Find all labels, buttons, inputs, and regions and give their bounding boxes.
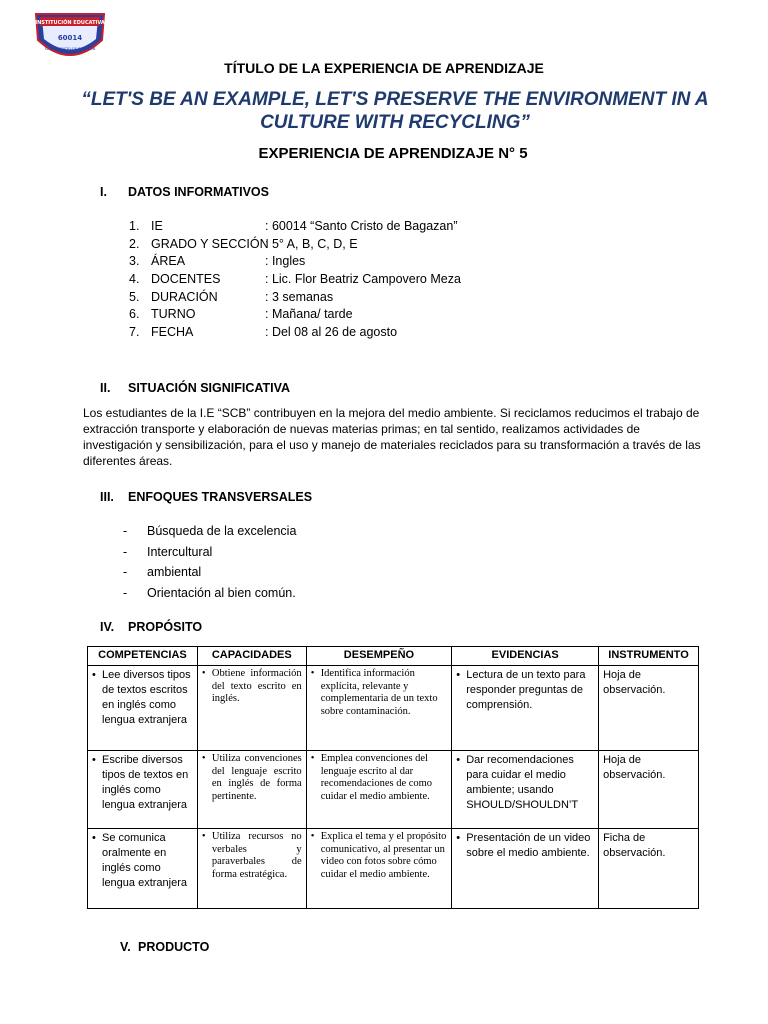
cell-text: Explica el tema y el propósito comunicativo, al presentar un video con fotos sobre cómo cuidar el medio ambiente.: [320, 831, 447, 880]
info-item: [129, 254, 461, 272]
enfoques-list: [123, 524, 296, 606]
info-item-label: DOCENTES: [151, 272, 221, 287]
enfoque-item: [123, 524, 296, 545]
cell-text: Utiliza convenciones del lenguaje escrito en inglés de forma pertinente.: [211, 753, 302, 802]
table-row: [88, 829, 699, 909]
svg-text:SANTO CRISTO DE BAGAZAN: SANTO CRISTO DE BAGAZAN: [44, 47, 96, 51]
bullet-icon: •: [310, 668, 315, 679]
bullet-icon: •: [310, 831, 315, 842]
enfoque-text: ambiental: [147, 565, 202, 579]
table-cell-capacidad: [197, 666, 306, 751]
info-item-value: : 60014 “Santo Cristo de Bagazan”: [265, 219, 458, 233]
table-row: [88, 666, 699, 751]
bullet-icon: •: [201, 668, 206, 679]
info-item-number: 1.: [129, 219, 140, 233]
table-row: [88, 751, 699, 829]
cell-text: Se comunica oralmente en inglés como lengua extranjera: [102, 832, 188, 889]
experience-number-title: EXPERIENCIA DE APRENDIZAJE N° 5: [258, 145, 528, 162]
cell-text: Escribe diversos tipos de textos en inglés como lengua extranjera: [102, 754, 189, 811]
info-item-number: 2.: [129, 236, 140, 251]
enfoque-item: [123, 565, 296, 586]
table-cell-instrumento: [599, 751, 699, 829]
section-heading-producto: V. PRODUCTO: [120, 940, 210, 954]
info-item-label: DURACIÓN: [151, 289, 218, 304]
cell-text: Dar recomendaciones para cuidar el medio ambiente; usando SHOULD/SHOULDN’T: [466, 754, 579, 811]
bullet-icon: •: [201, 753, 206, 764]
table-cell-evidencia: [452, 751, 599, 829]
enfoque-text: Orientación al bien común.: [147, 585, 296, 600]
info-list: [129, 219, 461, 343]
cell-text: Ficha de observación.: [603, 832, 666, 859]
info-item-label: ÁREA: [151, 254, 186, 269]
info-item: [129, 219, 461, 237]
dash-bullet: -: [123, 585, 128, 600]
header-evidencias: EVIDENCIAS: [452, 647, 599, 666]
enfoque-text: Búsqueda de la excelencia: [147, 524, 297, 538]
bullet-icon: •: [456, 669, 461, 681]
bullet-icon: •: [92, 669, 96, 681]
info-item: [129, 237, 461, 255]
info-item-number: 7.: [129, 325, 140, 340]
cell-text: Lee diversos tipos de textos escritos en inglés como lengua extranjera: [102, 669, 191, 726]
cell-text: Obtiene información del texto escrito en inglés.: [211, 668, 302, 704]
info-item-value: : 3 semanas: [265, 289, 334, 304]
document-title: TÍTULO DE LA EXPERIENCIA DE APRENDIZAJE: [224, 60, 544, 76]
proposito-table: [87, 646, 699, 909]
table-cell-instrumento: [599, 829, 699, 909]
cell-text: Hoja de observación.: [603, 669, 666, 696]
section-heading-situacion: II. SITUACIÓN SIGNIFICATIVA: [100, 381, 291, 395]
info-item: [129, 272, 461, 290]
info-item: [129, 325, 461, 343]
info-item-label: FECHA: [151, 325, 194, 340]
info-item-value: : Ingles: [265, 254, 306, 269]
info-item: [129, 290, 461, 308]
section-heading-enfoques: III. ENFOQUES TRANSVERSALES: [100, 490, 313, 504]
table-cell-evidencia: [452, 829, 599, 909]
cell-text: Identifica información explícita, relevante y complementaria de un texto sobre contaminación.: [320, 668, 438, 717]
header-capacidades: CAPACIDADES: [197, 647, 306, 666]
enfoque-item: [123, 545, 296, 566]
section-heading-proposito: IV. PROPÓSITO: [100, 620, 203, 634]
school-logo: [32, 10, 108, 62]
info-item-label: TURNO: [151, 307, 196, 322]
bullet-icon: •: [92, 832, 96, 844]
info-item-label: IE: [151, 219, 163, 233]
bullet-icon: •: [201, 831, 206, 842]
info-item-value: : Mañana/ tarde: [265, 307, 353, 322]
info-item-number: 4.: [129, 272, 140, 287]
header-competencias: COMPETENCIAS: [88, 647, 198, 666]
bullet-icon: •: [310, 753, 315, 764]
enfoque-item: [123, 586, 296, 607]
info-item-number: 6.: [129, 307, 140, 322]
info-item-number: 5.: [129, 289, 140, 304]
table-cell-capacidad: [197, 751, 306, 829]
cell-text: Hoja de observación.: [603, 754, 666, 781]
svg-text:INSTITUCIÓN EDUCATIVA: INSTITUCIÓN EDUCATIVA: [35, 20, 105, 26]
table-cell-competencia: [88, 829, 198, 909]
header-instrumento: INSTRUMENTO: [599, 647, 699, 666]
info-item-number: 3.: [129, 254, 140, 269]
table-cell-desempeno: [306, 666, 452, 751]
table-header-row: [88, 647, 699, 666]
cell-text: Presentación de un video sobre el medio ambiente.: [466, 832, 591, 859]
info-item-value: : Lic. Flor Beatriz Campovero Meza: [265, 272, 461, 287]
bullet-icon: •: [456, 832, 461, 844]
table-cell-competencia: [88, 666, 198, 751]
table-cell-capacidad: [197, 829, 306, 909]
table-cell-competencia: [88, 751, 198, 829]
cell-text: Emplea convenciones del lenguaje escrito al dar recomendaciones de como cuidar el medio ambiente.: [320, 753, 433, 802]
experience-subtitle: “LET'S BE AN EXAMPLE, LET'S PRESERVE THE ENVIRONMENT IN A CULTURE WITH RECYCLING”: [81, 89, 709, 133]
table-cell-desempeno: [306, 829, 452, 909]
table-cell-desempeno: [306, 751, 452, 829]
cell-text: Lectura de un texto para responder preguntas de comprensión.: [466, 669, 586, 711]
bullet-icon: •: [92, 754, 96, 766]
enfoque-text: Intercultural: [147, 544, 213, 559]
info-item: [129, 307, 461, 325]
svg-text:60014: 60014: [57, 34, 83, 42]
header-desempeno: DESEMPEÑO: [306, 647, 452, 666]
info-item-value: : 5° A, B, C, D, E: [265, 236, 358, 251]
table-cell-evidencia: [452, 666, 599, 751]
info-item-label: GRADO Y SECCIÓN: [151, 236, 269, 251]
bullet-icon: •: [456, 754, 461, 766]
info-item-value: : Del 08 al 26 de agosto: [265, 325, 398, 340]
situacion-paragraph: Los estudiantes de la I.E “SCB” contribuyen en la mejora del medio ambiente. Si reciclamos reducimos el trabajo de extracción transporte y elaboración de nuevas materias primas; en tal sentido, realizamos actividades de investigación y sensibilización, para el uso y manejo de materiales reciclados para su transformación a través de las diferentes áreas.: [83, 406, 701, 468]
section-heading-datos: I. DATOS INFORMATIVOS: [100, 185, 269, 199]
dash-bullet: -: [123, 565, 128, 579]
dash-bullet: -: [123, 524, 128, 538]
dash-bullet: -: [123, 544, 128, 559]
cell-text: Utiliza recursos no verbales y paraverbales de forma estratégica.: [211, 831, 302, 880]
table-cell-instrumento: [599, 666, 699, 751]
